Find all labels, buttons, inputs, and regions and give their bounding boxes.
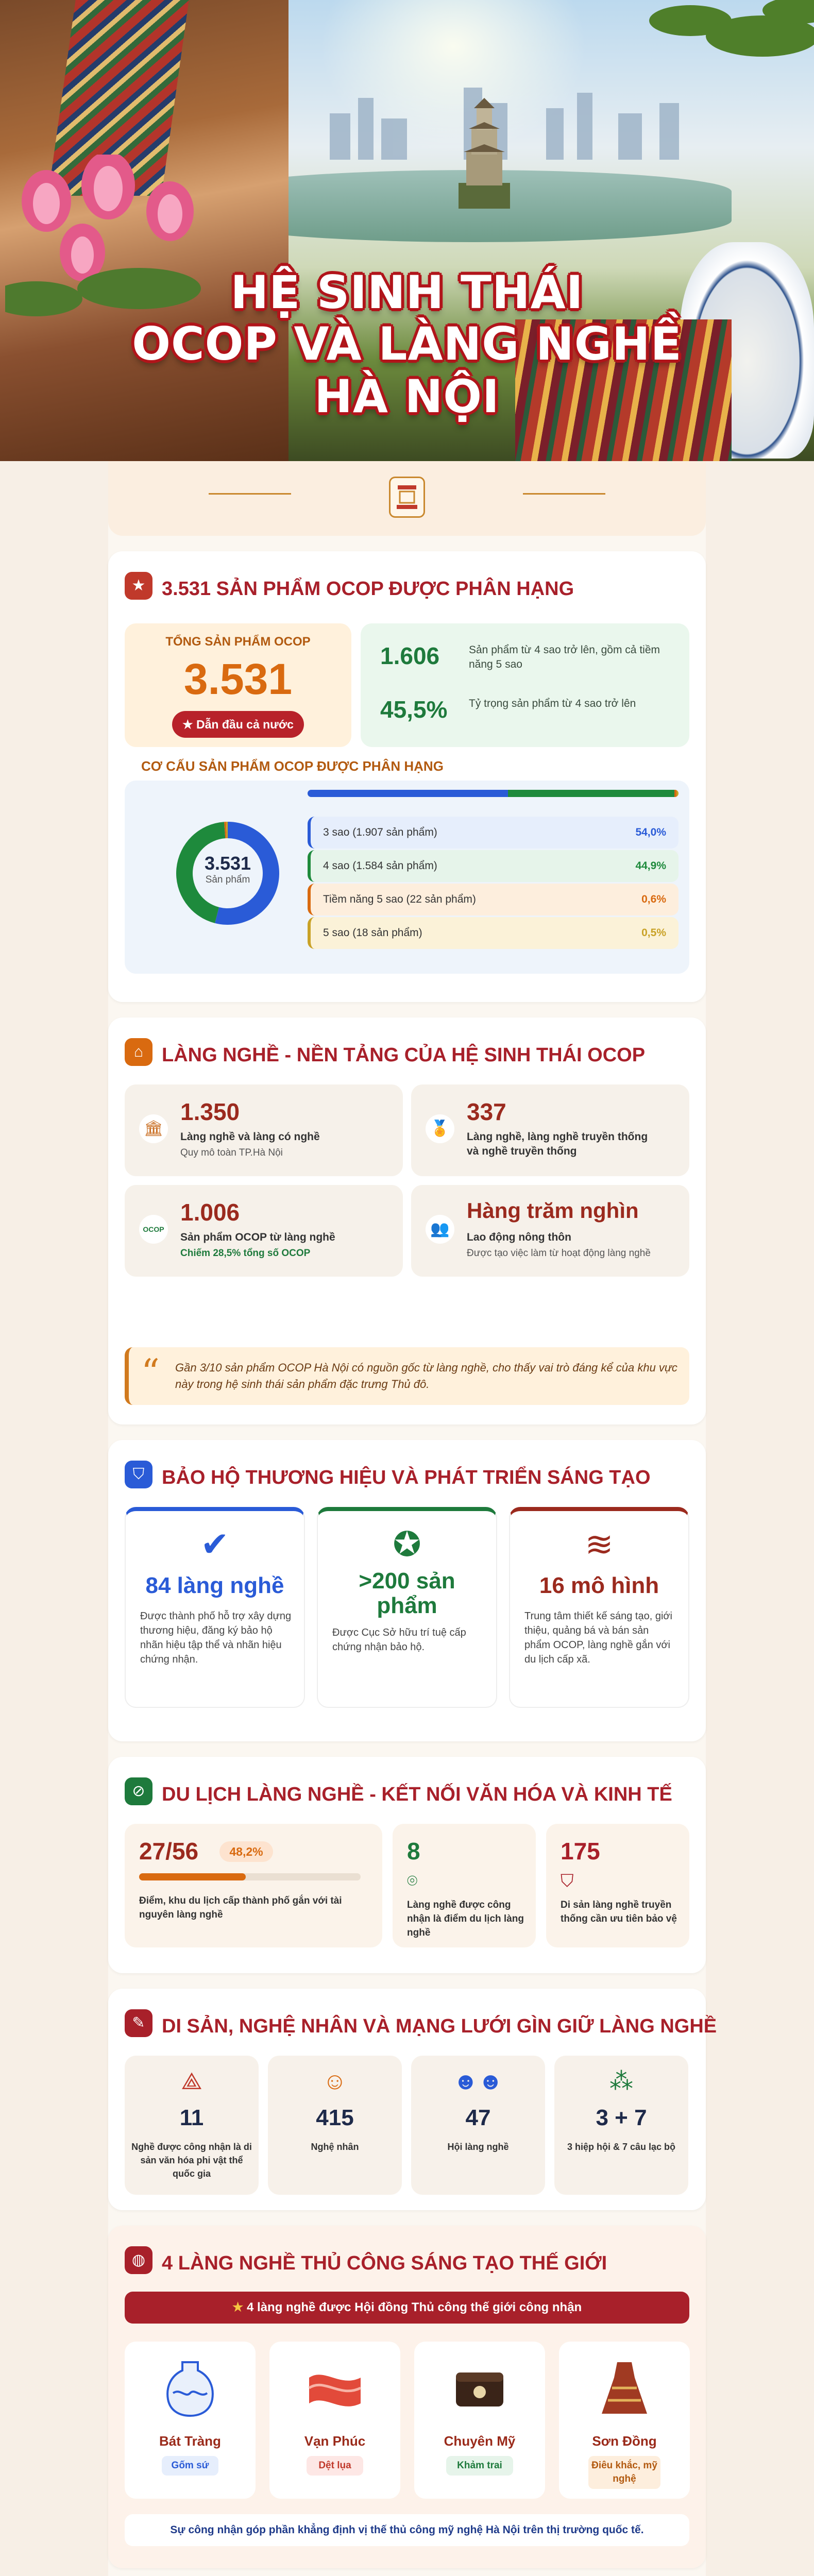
- donut-value: 3.531: [204, 853, 251, 874]
- tour-card: [393, 1824, 536, 1947]
- stat-card: [125, 1185, 403, 1277]
- du-lich-section: ⊘ DU LỊCH LÀNG NGHỀ - KẾT NỐI VĂN HÓA VÀ KINH TẾ 27/56 48,2% Điểm, khu du lịch cấp thành phố gắn với tài nguyên làng nghề 8 ⌾ Làng nghề được công nhận là điểm du lịch làng nghề 175 ⛉ Di sản làng nghề truyền thống cần ưu tiên bảo vệ: [108, 1757, 706, 1973]
- award-icon: ✪: [393, 1525, 421, 1563]
- structure-row-label: 3 sao (1.907 sản phẩm): [323, 826, 437, 838]
- percent-badge: 48,2%: [219, 1841, 273, 1862]
- alert-shield-icon: ⛉: [561, 1871, 574, 1891]
- compass-icon: ⊘: [125, 1777, 152, 1805]
- village-name: Vạn Phúc: [304, 2433, 366, 2449]
- bao-ho-section: ⛉ BẢO HỘ THƯƠNG HIỆU VÀ PHÁT TRIỂN SÁNG TẠO ✔ 84 làng nghề Được thành phố hỗ trợ xây dựng thương hiệu, đăng ký bảo hộ nhãn hiệu tập thể và nhãn hiệu chứng nhận. ✪ >200 sản phẩm Được Cục Sở hữu trí tuệ cấp chứng nhận bảo hộ. ≋ 16 mô hình Trung tâm thiết kế sáng tạo, giới thiệu, quảng bá và bán sản phẩm OCOP, làng nghề gắn với du lịch cấp xã.: [108, 1440, 706, 1741]
- protection-text: Trung tâm thiết kế sáng tạo, giới thiệu, quảng bá và bán sản phẩm OCOP, làng nghề gắn với du lịch cấp xã.: [524, 1611, 672, 1665]
- stat-card: [411, 1185, 689, 1277]
- village-name: Bát Tràng: [159, 2433, 221, 2449]
- stat-label: Làng nghề, làng nghề truyền thống và nghề truyền thống: [467, 1131, 648, 1157]
- protection-value: >200 sản phẩm: [359, 1568, 455, 1618]
- page-title-line2: OCOP VÀ LÀNG NGHỀ: [132, 317, 682, 370]
- total-label: TỔNG SẢN PHẨM OCOP: [165, 635, 311, 649]
- total-value: 3.531: [183, 655, 293, 703]
- protection-card: [509, 1507, 689, 1708]
- people-icon: 👥: [426, 1215, 454, 1244]
- tour-card: [546, 1824, 689, 1947]
- structure-row: [308, 850, 679, 882]
- ocop-section: ★ 3.531 SẢN PHẨM OCOP ĐƯỢC PHÂN HẠNG TỔNG SẢN PHẨM OCOP 3.531 ★ Dẫn đầu cả nước 1.606 Sản phẩm từ 4 sao trở lên, gồm cả tiềm năng 5 sao 45,5% Tỷ trọng sản phẩm từ 4 sao trở lên CƠ CẤU SẢN PHẨM OCOP ĐƯỢC PHÂN HẠNG 3.531 Sản phẩm 3 sao (1.907 sản phẩm) 54,0% 4 sao (1.584 sản phẩm) 44,9% Tiềm năng 5 sao (22 sản phẩm) 0,6% 5 sao (18 sản phẩm) 0,5%: [108, 551, 706, 1002]
- structure-title: CƠ CẤU SẢN PHẨM OCOP ĐƯỢC PHÂN HẠNG: [141, 758, 444, 774]
- stacked-bar-segment: [508, 790, 674, 797]
- medal-icon: 🏅: [426, 1114, 454, 1143]
- stat-label: Làng nghề và làng có nghề: [180, 1131, 320, 1143]
- village-card: [559, 2342, 690, 2499]
- tour-card: [125, 1824, 382, 1947]
- heritage-value: 47: [465, 2105, 491, 2130]
- lacquer-box-icon: [414, 2357, 545, 2421]
- check-shield-icon: ✔: [200, 1525, 229, 1563]
- village-tag: Khảm trai: [446, 2456, 513, 2476]
- village-name: Chuyên Mỹ: [444, 2433, 516, 2449]
- structure-row-label: 5 sao (18 sản phẩm): [323, 927, 422, 939]
- stat-value: 337: [467, 1098, 506, 1125]
- quote-box: [125, 1347, 689, 1405]
- heritage-text: Nghệ nhân: [311, 2142, 359, 2152]
- network-icon: ⁂: [609, 2067, 633, 2094]
- stat-value: 1.350: [180, 1098, 240, 1125]
- silk-icon: [269, 2357, 400, 2421]
- globe-icon: ◍: [125, 2246, 152, 2274]
- village-tag: Dệt lụa: [307, 2456, 363, 2476]
- structure-row-percent: 0,6%: [641, 893, 666, 905]
- tour-value: 8: [407, 1838, 420, 1865]
- artisan-icon: ☺: [323, 2067, 347, 2094]
- heritage-card: [411, 2056, 545, 2195]
- protection-text: Được Cục Sở hữu trí tuệ cấp chứng nhận bảo hộ.: [332, 1627, 466, 1653]
- dress-icon: [559, 2357, 690, 2421]
- ocop-total-box: [125, 623, 351, 747]
- shield-icon: ⛉: [125, 1461, 152, 1488]
- divider-line-left: [209, 493, 291, 495]
- recognition-note: Sự công nhận góp phần khẳng định vị thế thủ công mỹ nghệ Hà Nội trên thị trường quốc tế.: [125, 2514, 689, 2546]
- workshop-icon: ⌂: [125, 1038, 152, 1066]
- heritage-text: Hội làng nghề: [447, 2142, 509, 2152]
- leader-badge: ★ Dẫn đầu cả nước: [172, 711, 304, 738]
- structure-row-label: Tiềm năng 5 sao (22 sản phẩm): [323, 893, 476, 905]
- ceramic-vase-icon: [125, 2357, 256, 2421]
- structure-row-percent: 54,0%: [635, 826, 666, 838]
- tour-value: 27/56: [139, 1838, 199, 1865]
- structure-row: [308, 917, 679, 949]
- heritage-card: [268, 2056, 402, 2195]
- heritage-card: [125, 2056, 259, 2195]
- tour-text: Điểm, khu du lịch cấp thành phố gắn với tài nguyên làng nghề: [139, 1895, 342, 1920]
- protection-card: [317, 1507, 497, 1708]
- heritage-value: 3 + 7: [596, 2105, 647, 2130]
- protection-value: 16 mô hình: [539, 1573, 659, 1598]
- stacked-bar-segment: [676, 790, 679, 797]
- layers-icon: ≋: [585, 1525, 614, 1563]
- stat-note: Được tạo việc làm từ hoạt động làng nghề: [467, 1248, 651, 1259]
- stat-text: Tỷ trọng sản phẩm từ 4 sao trở lên: [469, 698, 636, 709]
- page-title-line1: HỆ SINH THÁI: [230, 266, 584, 319]
- heritage-value: 11: [179, 2105, 204, 2130]
- structure-row-percent: 0,5%: [641, 927, 666, 939]
- stat-note: Quy mô toàn TP.Hà Nội: [180, 1147, 283, 1158]
- heritage-value: 415: [316, 2105, 354, 2130]
- stat-note: Chiếm 28,5% tổng số OCOP: [180, 1248, 311, 1259]
- village-card: [414, 2342, 545, 2499]
- quote-text: Gần 3/10 sản phẩm OCOP Hà Nội có nguồn gốc từ làng nghề, cho thấy vai trò đáng kể của khu vực này trong hệ sinh thái sản phẩm đặc trưng Thủ đô.: [175, 1361, 677, 1391]
- structure-row-percent: 44,9%: [635, 860, 666, 872]
- bank-icon: 🏛: [139, 1114, 168, 1143]
- progress-track: [139, 1873, 361, 1880]
- structure-row: [308, 817, 679, 849]
- village-tag: Điêu khắc, mỹ nghệ: [588, 2456, 660, 2489]
- the-gioi-section: ◍ 4 LÀNG NGHỀ THỦ CÔNG SÁNG TẠO THẾ GIỚI ★ 4 làng nghề được Hội đồng Thủ công thế giới công nhận Bát Tràng Gốm sứ Vạn Phúc Dệt lụa Chuyên Mỹ Khảm trai Sơn Đồng Điêu khắc, mỹ nghệ Sự công nhận góp phần khẳng định vị thế thủ công mỹ nghệ Hà Nội trên thị trường quốc tế.: [108, 2226, 706, 2568]
- progress-fill: [139, 1873, 246, 1880]
- triangle-icon: ⟁: [181, 2067, 202, 2094]
- village-name: Sơn Đồng: [592, 2433, 657, 2449]
- location-pin-icon: ⌾: [407, 1871, 418, 1891]
- stat-text: Sản phẩm từ 4 sao trở lên, gồm cả tiềm năng 5 sao: [469, 644, 660, 670]
- group-icon: ☻☻: [453, 2067, 503, 2094]
- stat-value: 1.006: [180, 1199, 240, 1226]
- stat-card: [125, 1084, 403, 1176]
- page-title-line3: HÀ NỘI: [314, 370, 500, 423]
- structure-chart: [125, 781, 689, 974]
- stat-value: 45,5%: [380, 696, 448, 723]
- village-card: [269, 2342, 400, 2499]
- stat-label: Lao động nông thôn: [467, 1231, 571, 1243]
- tour-value: 175: [561, 1838, 600, 1865]
- protection-value: 84 làng nghề: [145, 1573, 284, 1598]
- star-icon: ★: [232, 2300, 244, 2314]
- decorative-divider: [108, 461, 706, 536]
- recognition-banner: ★ 4 làng nghề được Hội đồng Thủ công thế giới công nhận: [125, 2292, 689, 2324]
- lang-nghe-section: ⌂ LÀNG NGHỀ - NỀN TẢNG CỦA HỆ SINH THÁI OCOP 🏛 1.350 Làng nghề và làng có nghề Quy mô toàn TP.Hà Nội 🏅 337 Làng nghề, làng nghề truyền thống và nghề truyền thống OCOP 1.006 Sản phẩm OCOP từ làng nghề Chiếm 28,5% tổng số OCOP 👥 Hàng trăm nghìn Lao động nông thôn Được tạo việc làm từ hoạt động làng nghề “ Gần 3/10 sản phẩm OCOP Hà Nội có nguồn gốc từ làng nghề, cho thấy vai trò đáng kể của khu vực này trong hệ sinh thái sản phẩm đặc trưng Thủ đô.: [108, 1018, 706, 1425]
- village-tag: Gốm sứ: [162, 2456, 218, 2476]
- structure-row: [308, 884, 679, 916]
- stat-label: Sản phẩm OCOP từ làng nghề: [180, 1231, 335, 1243]
- drum-emblem-icon: [389, 477, 425, 518]
- protection-card: [125, 1507, 305, 1708]
- structure-row-label: 4 sao (1.584 sản phẩm): [323, 860, 437, 872]
- stacked-bar: [308, 790, 679, 797]
- protection-text: Được thành phố hỗ trợ xây dựng thương hiệu, đăng ký bảo hộ nhãn hiệu tập thể và nhãn hiệu chứng nhận.: [140, 1611, 292, 1665]
- ocop-stats-box: [361, 623, 689, 747]
- village-card: [125, 2342, 256, 2499]
- person-icon: ✎: [125, 2009, 152, 2037]
- ocop-icon: OCOP: [139, 1215, 168, 1244]
- stat-value: Hàng trăm nghìn: [467, 1198, 639, 1223]
- divider-line-right: [523, 493, 605, 495]
- stat-value: 1.606: [380, 642, 440, 669]
- donut-label: Sản phẩm: [205, 874, 250, 885]
- star-icon: ★: [125, 572, 152, 600]
- stat-card: [411, 1084, 689, 1176]
- tour-text: Di sản làng nghề truyền thống cần ưu tiên bảo vệ: [561, 1900, 677, 1924]
- turtle-tower-image: [453, 95, 515, 209]
- quote-icon: “: [141, 1351, 160, 1394]
- content-panel: [108, 461, 717, 2576]
- hero-banner: [0, 0, 814, 461]
- heritage-card: [554, 2056, 688, 2195]
- heritage-text: Nghề được công nhận là di sản văn hóa phi vật thể quốc gia: [131, 2142, 252, 2179]
- tree-leaves-image: [629, 0, 814, 93]
- di-san-section: ✎ DI SẢN, NGHỆ NHÂN VÀ MẠNG LƯỚI GÌN GIỮ LÀNG NGHỀ ⟁ 11 Nghề được công nhận là di sản văn hóa phi vật thể quốc gia ☺ 415 Nghệ nhân ☻☻ 47 Hội làng nghề ⁂ 3 + 7 3 hiệp hội & 7 câu lạc bộ: [108, 1989, 706, 2210]
- tour-text: Làng nghề được công nhận là điểm du lịch làng nghề: [407, 1900, 524, 1938]
- heritage-text: 3 hiệp hội & 7 câu lạc bộ: [567, 2142, 676, 2152]
- stacked-bar-segment: [308, 790, 508, 797]
